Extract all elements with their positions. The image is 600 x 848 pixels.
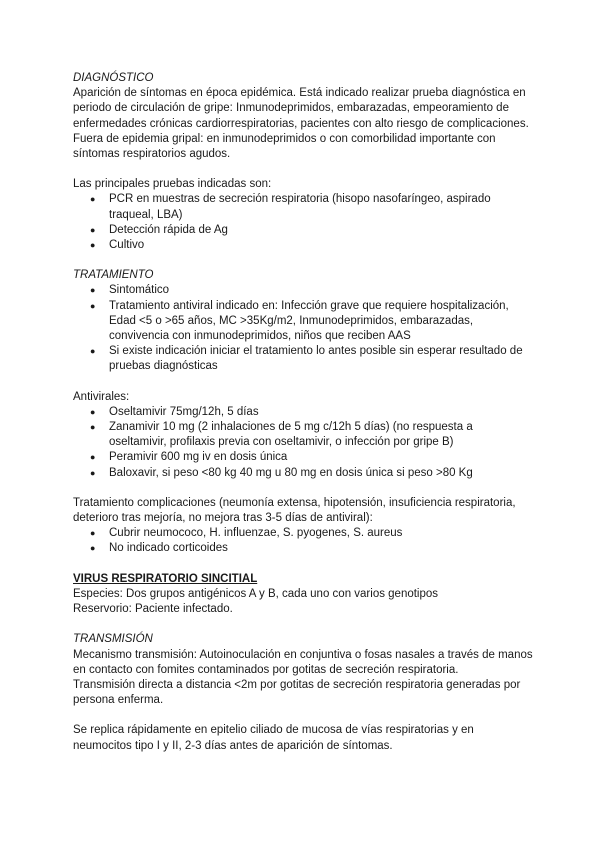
list-item-complicacion: ● No indicado corticoides bbox=[109, 541, 533, 556]
list-item-prueba: ● Cultivo bbox=[109, 238, 533, 253]
paragraph-transmision-replicacion: Se replica rápidamente en epitelio ciliado de mucosa de vías respiratorias y en neumocitos tipo I y II, 2-3 días antes de aparición de síntomas. bbox=[73, 724, 474, 752]
list-item-antiviral: ● Peramivir 600 mg iv en dosis única bbox=[109, 450, 533, 465]
list-item-tratamiento: ● Tratamiento antiviral indicado en: Infección grave que requiere hospitalización, Edad <5 o >65 años, MC >35Kg/m2, Inmunodeprimidos, embarazadas, convivencia con inmunodeprimidos, niños que reciben AAS bbox=[109, 299, 533, 345]
paragraph-diagnostico-epidemia: Aparición de síntomas en época epidémica. Está indicado realizar prueba diagnóstica en periodo de circulación de gripe: Inmunodeprimidos, embarazadas, empeoramiento de enfermedades crónicas cardiorrespiratorias, pacientes con alto riesgo de complicaciones. bbox=[73, 87, 529, 130]
paragraph-pruebas-intro: Las principales pruebas indicadas son: bbox=[73, 178, 272, 191]
list-item-tratamiento: ● Sintomático bbox=[109, 283, 533, 298]
section-heading-vrs: VIRUS RESPIRATORIO SINCITIAL bbox=[73, 572, 258, 585]
paragraph-complicaciones-intro: Tratamiento complicaciones (neumonía extensa, hipotensión, insuficiencia respiratoria, deterioro tras mejoría, no mejora tras 3-5 días de antiviral): bbox=[73, 496, 516, 525]
list-item-antiviral: ● Zanamivir 10 mg (2 inhalaciones de 5 mg c/12h 5 días) (no respuesta a oseltamivir, profilaxis previa con oseltamivir, o infección por gripe B) bbox=[109, 420, 533, 450]
section-heading-transmision: TRANSMISIÓN bbox=[73, 633, 153, 646]
list-item-tratamiento: ● Si existe indicación iniciar el tratamiento lo antes posible sin esperar resultado de pruebas diagnósticas bbox=[109, 344, 533, 374]
document-page bbox=[73, 71, 533, 754]
list-item-antiviral: ● Baloxavir, si peso <80 kg 40 mg u 80 mg en dosis única si peso >80 Kg bbox=[109, 466, 533, 481]
paragraph-vrs-especies: Especies: Dos grupos antigénicos A y B, cada uno con varios genotipos bbox=[73, 587, 439, 600]
section-heading-tratamiento: TRATAMIENTO bbox=[73, 269, 154, 282]
paragraph-transmision-mecanismo: Mecanismo transmisión: Autoinoculación en conjuntiva o fosas nasales a través de manos en contacto con fomites contaminados por gotitas de secreción respiratoria. bbox=[73, 648, 533, 676]
paragraph-antivirales-intro: Antivirales: bbox=[73, 390, 130, 403]
paragraph-transmision-directa: Transmisión directa a distancia <2m por gotitas de secreción respiratoria generadas por persona enferma. bbox=[73, 678, 521, 707]
paragraph-diagnostico-fuera-epidemia: Fuera de epidemia gripal: en inmunodeprimidos o con comorbilidad importante con síntomas respiratorios agudos. bbox=[73, 132, 496, 161]
section-heading-diagnostico: DIAGNÓSTICO bbox=[73, 72, 154, 84]
list-item-complicacion: ● Cubrir neumococo, H. influenzae, S. pyogenes, S. aureus bbox=[109, 526, 533, 541]
list-tratamiento bbox=[73, 283, 533, 374]
list-item-antiviral: ● Oseltamivir 75mg/12h, 5 días bbox=[109, 405, 533, 420]
paragraph-vrs-reservorio: Reservorio: Paciente infectado. bbox=[73, 603, 233, 616]
list-pruebas bbox=[73, 192, 533, 253]
list-antivirales bbox=[73, 405, 533, 481]
list-item-prueba: ● PCR en muestras de secreción respiratoria (hisopo nasofaríngeo, aspirado traqueal, LBA) bbox=[109, 192, 533, 222]
list-complicaciones bbox=[73, 526, 533, 556]
list-item-prueba: ● Detección rápida de Ag bbox=[109, 223, 533, 238]
